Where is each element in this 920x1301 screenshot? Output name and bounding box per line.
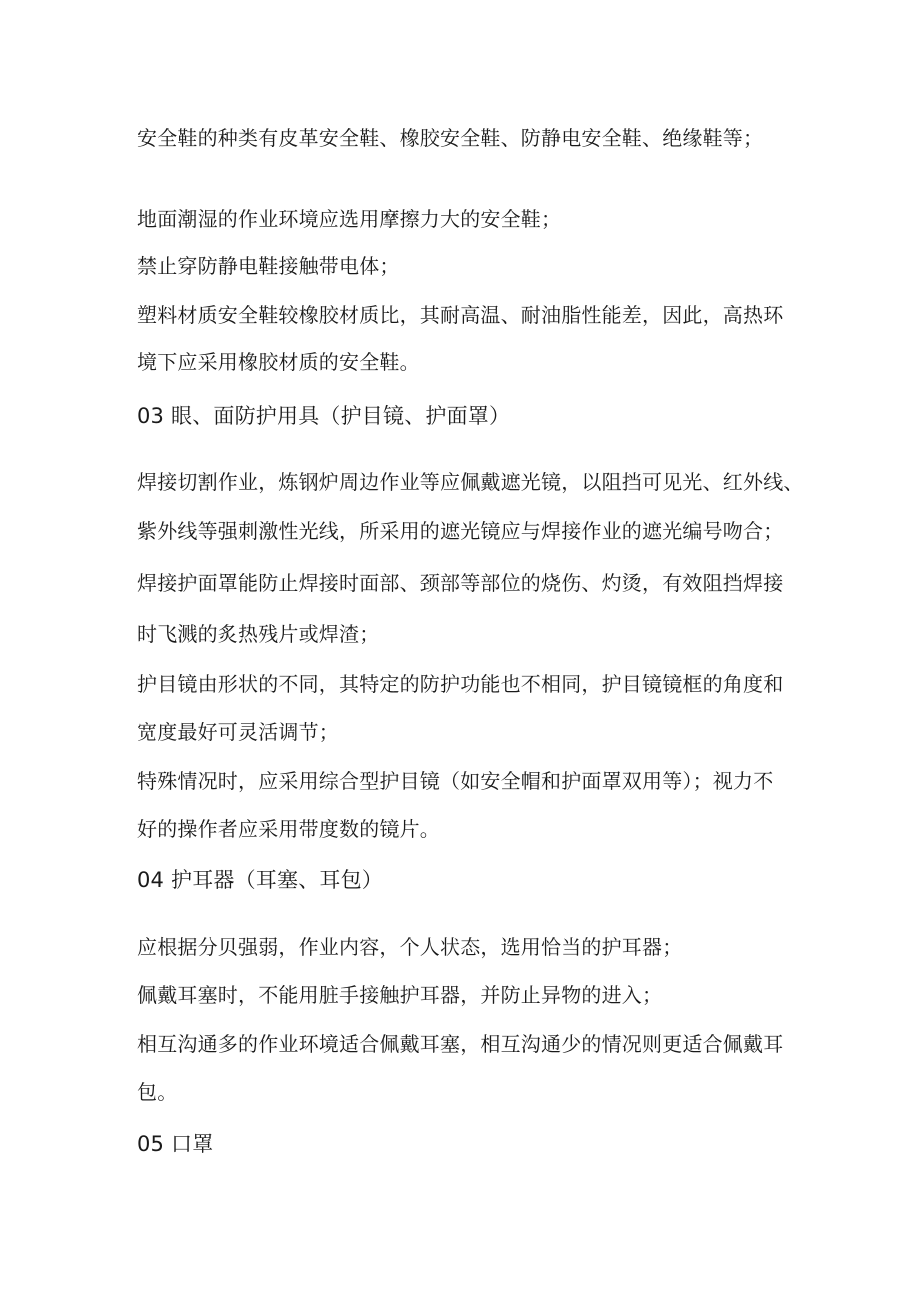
text-line: 应根据分贝强弱，作业内容，个人状态，选用恰当的护耳器；: [137, 935, 683, 959]
section-heading: 03 眼、面防护用具（护目镜、护面罩）: [137, 404, 511, 428]
text-line: 相互沟通多的作业环境适合佩戴耳塞，相互沟通少的情况则更适合佩戴耳: [137, 1032, 784, 1056]
text-line: 境下应采用橡胶材质的安全鞋。: [137, 350, 420, 374]
text-line: 佩戴耳塞时，不能用脏手接触护耳器，并防止异物的进入；: [137, 983, 663, 1007]
text-line: 时飞溅的炙热残片或焊渣；: [137, 622, 380, 646]
section-heading: 04 护耳器（耳塞、耳包）: [137, 868, 383, 892]
text-line: 安全鞋的种类有皮革安全鞋、橡胶安全鞋、防静电安全鞋、绝缘鞋等；: [137, 126, 764, 150]
text-line: 地面潮湿的作业环境应选用摩擦力大的安全鞋；: [137, 207, 562, 231]
text-line: 紫外线等强刺激性光线，所采用的遮光镜应与焊接作业的遮光编号吻合；: [137, 519, 784, 543]
text-line: 包。: [137, 1080, 178, 1104]
text-line: 焊接护面罩能防止焊接时面部、颈部等部位的烧伤、灼烫，有效阻挡焊接: [137, 571, 784, 595]
text-line: 好的操作者应采用带度数的镜片。: [137, 817, 440, 841]
text-line: 焊接切割作业，炼钢炉周边作业等应佩戴遮光镜，以阻挡可见光、红外线、: [137, 470, 804, 494]
text-line: 特殊情况时，应采用综合型护目镜（如安全帽和护面罩双用等）；视力不: [137, 769, 774, 793]
text-line: 塑料材质安全鞋较橡胶材质比，其耐高温、耐油脂性能差，因此，高热环: [137, 303, 784, 327]
section-heading: 05 口罩: [137, 1132, 214, 1156]
text-line: 护目镜由形状的不同，其特定的防护功能也不相同，护目镜镜框的角度和: [137, 672, 784, 696]
text-line: 宽度最好可灵活调节；: [137, 720, 339, 744]
text-line: 禁止穿防静电鞋接触带电体；: [137, 254, 400, 278]
